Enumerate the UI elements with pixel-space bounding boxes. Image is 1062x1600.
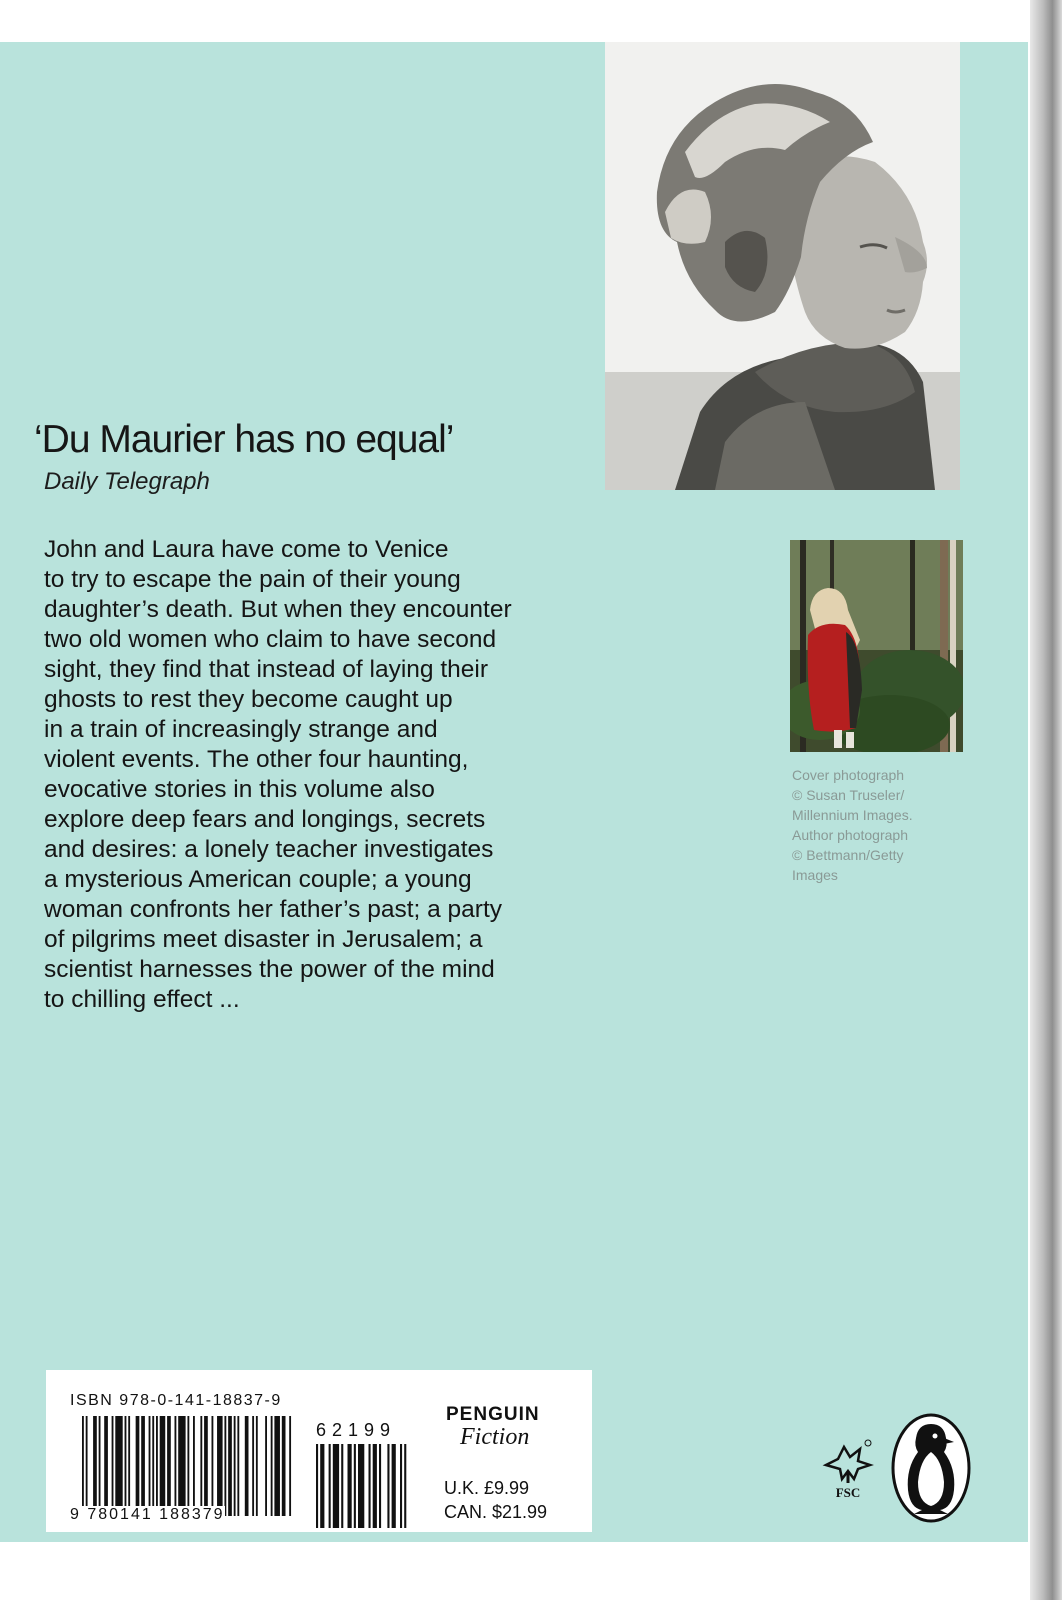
barcode-bar <box>369 1444 371 1528</box>
barcode-bars <box>82 1416 292 1516</box>
blurb-line: and desires: a lonely teacher investigates <box>44 836 494 863</box>
credit-line: © Susan Truseler/ <box>792 787 905 803</box>
blurb-line: of pilgrims meet disaster in Jerusalem; a <box>44 926 483 953</box>
barcode-bar <box>256 1416 258 1516</box>
scan-page-edge <box>1030 0 1062 1600</box>
barcode-bar <box>354 1444 356 1528</box>
barcode-bar <box>156 1416 158 1516</box>
credit-line: Millennium Images. <box>792 807 913 823</box>
blurb-line: sight, they find that instead of laying their <box>44 656 488 683</box>
credit-line: Author photograph <box>792 827 908 843</box>
fsc-logo <box>820 1435 876 1499</box>
cover-photograph <box>790 540 963 752</box>
barcode-bar <box>187 1416 189 1516</box>
barcode-bar <box>217 1416 223 1516</box>
fsc-label: FSC <box>835 1485 861 1499</box>
addon-barcode-bars <box>316 1444 416 1528</box>
barcode-bar <box>252 1416 254 1516</box>
barcode-bar <box>82 1416 84 1516</box>
credit-line: © Bettmann/Getty <box>792 847 904 863</box>
blurb-line: violent events. The other four haunting, <box>44 746 469 773</box>
barcode-bar <box>167 1416 171 1516</box>
barcode-bar <box>387 1444 389 1528</box>
price-can: CAN. $21.99 <box>444 1502 548 1522</box>
barcode-bar <box>112 1416 114 1516</box>
barcode-bar <box>104 1416 108 1516</box>
blurb <box>44 535 604 1015</box>
blurb-line: John and Laura have come to Venice <box>44 536 449 563</box>
barcode-bar <box>152 1416 154 1516</box>
barcode-bar <box>115 1416 122 1516</box>
barcode-bar <box>200 1416 202 1516</box>
barcode-bar <box>358 1444 364 1528</box>
barcode-bar <box>274 1416 280 1516</box>
barcode-bar <box>128 1416 130 1516</box>
barcode-bar <box>289 1416 291 1516</box>
blurb-line: woman confronts her father’s past; a party <box>44 896 503 923</box>
credit-line: Images <box>792 867 838 883</box>
barcode-bar <box>404 1444 406 1528</box>
credit-line: Cover photograph <box>792 767 905 783</box>
blurb-line: explore deep fears and longings, secrets <box>44 806 486 833</box>
blurb-line: scientist harnesses the power of the mind <box>44 956 495 983</box>
blurb-line: ghosts to rest they become caught up <box>44 686 453 713</box>
blurb-line: two old women who claim to have second <box>44 626 497 653</box>
barcode-bar <box>141 1416 145 1516</box>
barcode-bar <box>329 1444 331 1528</box>
barcode-bar <box>341 1444 343 1528</box>
barcode-bar <box>316 1444 318 1528</box>
barcode-bar <box>234 1416 236 1516</box>
barcode-bar <box>245 1416 249 1516</box>
barcode-bar <box>212 1416 214 1516</box>
barcode-bar <box>193 1416 195 1516</box>
imprint-name: Fiction <box>460 1424 530 1450</box>
photo-credits <box>792 765 972 885</box>
penguin-logo <box>890 1412 972 1524</box>
review-quote: ‘Du Maurier has no equal’ <box>34 418 454 461</box>
barcode-bar <box>320 1444 324 1528</box>
barcode-bar <box>265 1416 267 1516</box>
barcode-bar <box>178 1416 185 1516</box>
barcode-bar <box>93 1416 97 1516</box>
barcode-bar <box>333 1444 339 1528</box>
barcode-bar <box>271 1416 273 1516</box>
barcode-bar <box>237 1416 239 1516</box>
barcode-bar <box>224 1416 226 1516</box>
barcode-bar <box>136 1416 140 1516</box>
barcode-bar <box>379 1444 381 1528</box>
blurb-line: evocative stories in this volume also <box>44 776 435 803</box>
barcode-bar <box>86 1416 88 1516</box>
barcode-bar <box>125 1416 127 1516</box>
barcode-panel <box>46 1370 592 1532</box>
blurb-line: to chilling effect ... <box>44 986 240 1013</box>
author-photograph <box>605 42 960 490</box>
blurb-line: in a train of increasingly strange and <box>44 716 438 743</box>
barcode-bar <box>392 1444 396 1528</box>
barcode-bar <box>204 1416 208 1516</box>
publisher-name: PENGUIN <box>446 1404 540 1425</box>
barcode-digits: 9 780141 188379 <box>70 1506 225 1523</box>
blurb-line: daughter’s death. But when they encounter <box>44 596 512 623</box>
quote-source: Daily Telegraph <box>44 468 210 495</box>
isbn-label: ISBN 978-0-141-18837-9 <box>70 1392 282 1409</box>
barcode-bar <box>228 1416 232 1516</box>
barcode-bar <box>348 1444 352 1528</box>
barcode-bar <box>373 1444 377 1528</box>
barcode-bar <box>400 1444 402 1528</box>
barcode-bar <box>99 1416 101 1516</box>
blurb-line: to try to escape the pain of their young <box>44 566 461 593</box>
addon-digits: 62199 <box>316 1420 397 1440</box>
barcode-bar <box>160 1416 166 1516</box>
barcode-bar <box>282 1416 286 1516</box>
blurb-line: a mysterious American couple; a young <box>44 866 472 893</box>
price-uk: U.K. £9.99 <box>444 1478 530 1498</box>
barcode-bar <box>175 1416 177 1516</box>
barcode-bar <box>149 1416 151 1516</box>
